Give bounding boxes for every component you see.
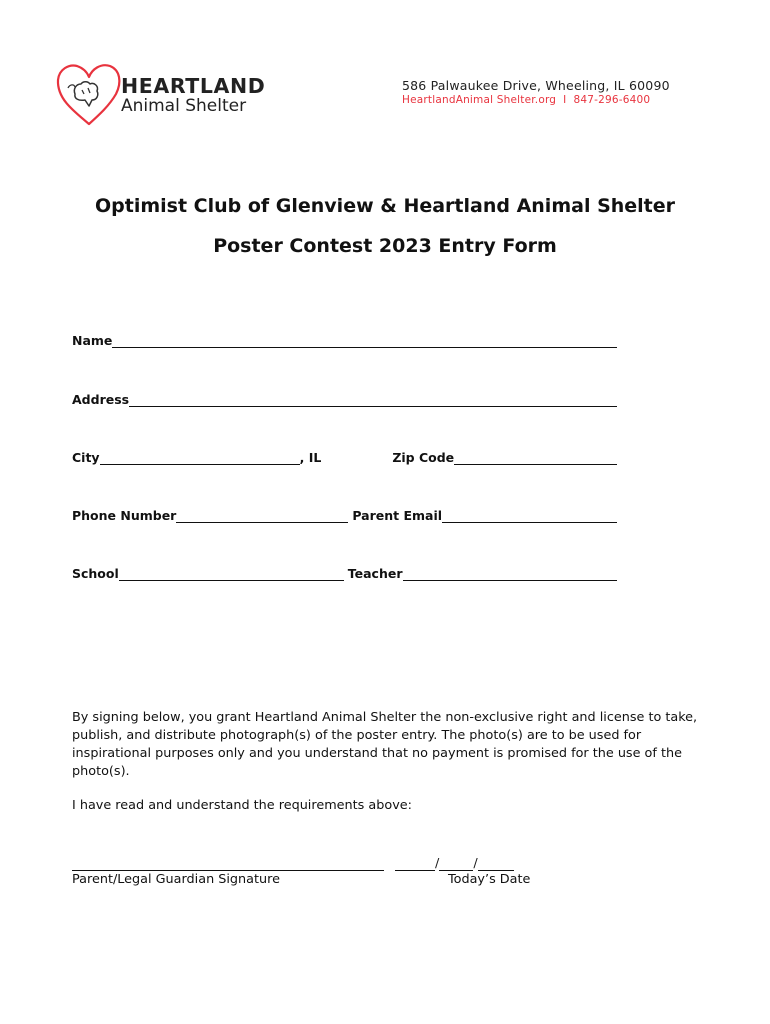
signature-field[interactable] <box>72 856 384 871</box>
address-label: Address <box>72 392 130 407</box>
phone-label: Phone Number <box>72 508 177 523</box>
page-title: Optimist Club of Glenview & Heartland Animal Shelter <box>94 195 676 217</box>
name-row <box>72 333 617 348</box>
phone-number: 847-296-6400 <box>573 94 651 106</box>
city-label: City <box>72 450 100 465</box>
page-subtitle: Poster Contest 2023 Entry Form <box>213 235 557 257</box>
state-text: , IL <box>299 450 322 465</box>
date-field <box>395 856 514 871</box>
name-label: Name <box>72 333 113 348</box>
website-link[interactable]: HeartlandAnimal Shelter.org <box>402 94 557 106</box>
heart-dog-logo-icon <box>54 60 124 128</box>
contact-separator: I <box>563 94 567 106</box>
brand-subtitle: Animal Shelter <box>121 96 247 116</box>
date-month-field[interactable] <box>395 856 435 871</box>
acknowledgement-text: I have read and understand the requirements above: <box>72 798 412 813</box>
brand-name: HEARTLAND <box>121 74 266 98</box>
date-label: Today’s Date <box>448 872 531 887</box>
email-label: Parent Email <box>352 508 443 523</box>
email-field[interactable] <box>442 508 617 523</box>
contact-line <box>402 94 650 106</box>
signature-label: Parent/Legal Guardian Signature <box>72 872 280 887</box>
consent-paragraph: By signing below, you grant Heartland Animal Shelter the non-exclusive right and license to take, publish, and distribute photograph(s) of the poster entry. The photo(s) are to be used for inspirational purposes only and you understand that no payment is promised for the use of the photo(s). <box>72 710 698 779</box>
date-year-field[interactable] <box>478 856 514 871</box>
school-label: School <box>72 566 119 581</box>
address-row <box>72 392 617 407</box>
phone-email-row <box>72 508 617 523</box>
phone-field[interactable] <box>176 508 348 523</box>
school-teacher-row <box>72 566 617 581</box>
date-separator: / <box>473 856 478 871</box>
city-zip-row <box>72 450 617 465</box>
name-field[interactable] <box>112 333 617 348</box>
date-day-field[interactable] <box>439 856 473 871</box>
city-field[interactable] <box>100 450 300 465</box>
zip-label: Zip Code <box>392 450 455 465</box>
zip-field[interactable] <box>454 450 617 465</box>
date-separator: / <box>435 856 440 871</box>
teacher-field[interactable] <box>403 566 617 581</box>
school-field[interactable] <box>119 566 344 581</box>
teacher-label: Teacher <box>347 566 403 581</box>
address-field[interactable] <box>129 392 617 407</box>
shelter-address: 586 Palwaukee Drive, Wheeling, IL 60090 <box>402 78 670 93</box>
